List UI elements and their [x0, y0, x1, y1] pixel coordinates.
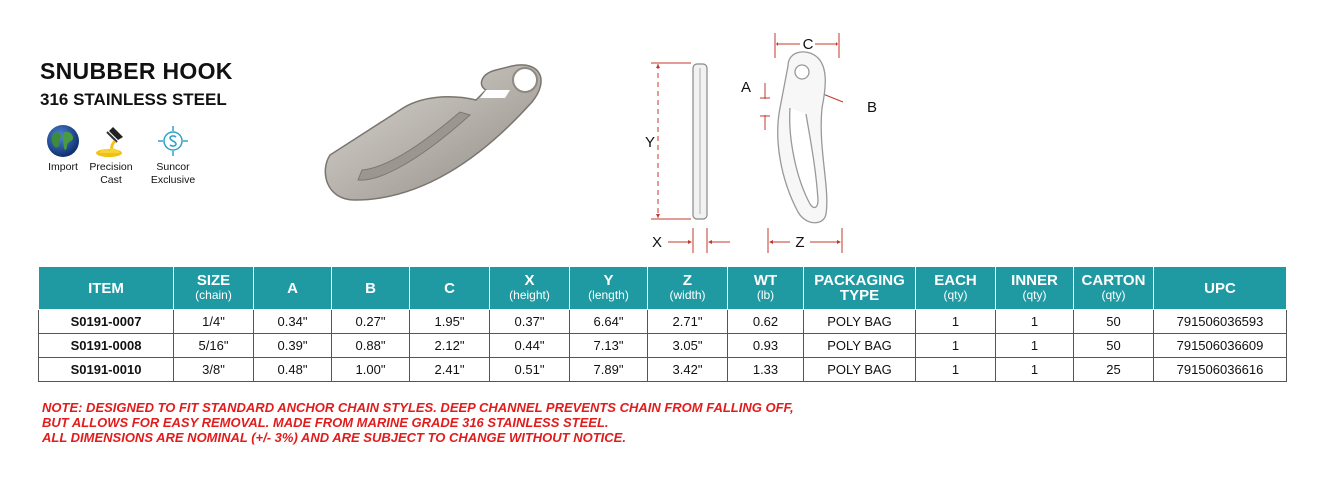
table-cell: 791506036616: [1154, 358, 1287, 382]
table-row: [39, 358, 1287, 382]
table-cell: 50: [1074, 310, 1154, 334]
table-cell: 25: [1074, 358, 1154, 382]
column-header: [174, 267, 254, 310]
column-header-label: UPC: [1204, 279, 1236, 297]
label-z: Z: [795, 234, 805, 251]
table-cell: 1.00": [332, 358, 410, 382]
table-cell: 0.88": [332, 334, 410, 358]
column-header-label: X: [524, 272, 535, 289]
column-header-unit: (qty): [1101, 288, 1126, 302]
column-header-label: ITEM: [88, 279, 124, 297]
precision-cast-icon: [93, 124, 129, 158]
table-cell: 2.12": [410, 334, 490, 358]
table-cell: 1.95": [410, 310, 490, 334]
product-subtitle: 316 STAINLESS STEEL: [40, 90, 227, 109]
column-header: [570, 267, 648, 310]
suncor-logo-icon: [156, 124, 190, 158]
table-cell: 6.64": [570, 310, 648, 334]
column-header-label: A: [287, 279, 298, 297]
table-row: [39, 334, 1287, 358]
column-header-label: INNER: [1011, 272, 1058, 289]
table-cell: 3.42": [648, 358, 728, 382]
table-cell: POLY BAG: [804, 310, 916, 334]
column-header: [332, 267, 410, 310]
table-cell: 3/8": [174, 358, 254, 382]
column-header: [39, 267, 174, 310]
table-cell: 1: [996, 358, 1074, 382]
column-header-unit: (height): [509, 288, 550, 302]
table-cell: POLY BAG: [804, 358, 916, 382]
table-cell: 3.05": [648, 334, 728, 358]
table-cell: 50: [1074, 334, 1154, 358]
table-cell: 791506036609: [1154, 334, 1287, 358]
specifications-table: [38, 266, 1287, 382]
table-cell: POLY BAG: [804, 334, 916, 358]
label-a: A: [740, 79, 752, 96]
column-header-unit: (width): [669, 288, 706, 302]
badge-precision-cast: [82, 124, 140, 187]
table-cell: 1: [916, 358, 996, 382]
column-header: [996, 267, 1074, 310]
column-header: [916, 267, 996, 310]
table-cell: 2.41": [410, 358, 490, 382]
table-cell: 1/4": [174, 310, 254, 334]
column-header-unit: (qty): [1022, 288, 1047, 302]
table-cell: 2.71": [648, 310, 728, 334]
table-row: [39, 310, 1287, 334]
table-cell: 5/16": [174, 334, 254, 358]
label-b: B: [866, 99, 878, 116]
table-cell: 791506036593: [1154, 310, 1287, 334]
note-line: NOTE: DESIGNED TO FIT STANDARD ANCHOR CHAIN STYLES. DEEP CHANNEL PREVENTS CHAIN FROM FALLING OFF,: [42, 400, 794, 415]
label-x: X: [651, 234, 663, 251]
feature-badges: [34, 124, 204, 200]
column-header: [648, 267, 728, 310]
table-cell: 1: [916, 310, 996, 334]
snubber-hook-photo: [300, 60, 590, 210]
table-cell: 7.13": [570, 334, 648, 358]
globe-icon: [46, 124, 80, 158]
column-header: [410, 267, 490, 310]
badge-precision-cast-label: Precision Cast: [89, 161, 133, 186]
column-header: [1074, 267, 1154, 310]
table-cell: 1: [996, 310, 1074, 334]
table-cell: 0.27": [332, 310, 410, 334]
dimension-diagram: [630, 28, 890, 258]
column-header: [804, 267, 916, 310]
column-header: [728, 267, 804, 310]
label-y: Y: [644, 134, 656, 151]
column-header: [254, 267, 332, 310]
table-cell: S0191-0008: [39, 334, 174, 358]
table-cell: 0.48": [254, 358, 332, 382]
table-cell: 1.33: [728, 358, 804, 382]
notes: [42, 400, 1042, 445]
table-cell: S0191-0010: [39, 358, 174, 382]
column-header-label: CARTON: [1081, 272, 1146, 289]
table-cell: 0.93: [728, 334, 804, 358]
note-line: ALL DIMENSIONS ARE NOMINAL (+/- 3%) AND ARE SUBJECT TO CHANGE WITHOUT NOTICE.: [42, 430, 626, 445]
column-header-label: WT: [753, 272, 778, 289]
table-cell: 0.62: [728, 310, 804, 334]
badge-import-label: Import: [48, 161, 78, 173]
table-cell: 0.37": [490, 310, 570, 334]
table-cell: 0.44": [490, 334, 570, 358]
column-header-label: EACH: [934, 272, 977, 289]
table-cell: 0.51": [490, 358, 570, 382]
column-header-label: PACKAGING TYPE: [814, 272, 905, 304]
table-cell: S0191-0007: [39, 310, 174, 334]
table-header-row: [39, 267, 1287, 310]
table-cell: 1: [916, 334, 996, 358]
label-c: C: [802, 36, 814, 53]
table-cell: 0.34": [254, 310, 332, 334]
column-header-label: Y: [603, 272, 614, 289]
table-cell: 7.89": [570, 358, 648, 382]
table-cell: 0.39": [254, 334, 332, 358]
column-header-label: Z: [682, 272, 693, 289]
column-header-label: C: [444, 279, 455, 297]
product-title: SNUBBER HOOK: [40, 58, 233, 84]
badge-suncor-exclusive: [144, 124, 202, 187]
column-header-unit: (chain): [195, 288, 232, 302]
column-header-label: SIZE: [196, 272, 231, 289]
column-header-unit: (lb): [756, 288, 775, 302]
table-cell: 1: [996, 334, 1074, 358]
note-line: BUT ALLOWS FOR EASY REMOVAL. MADE FROM MARINE GRADE 316 STAINLESS STEEL.: [42, 415, 609, 430]
column-header-label: B: [365, 279, 376, 297]
column-header-unit: (length): [588, 288, 629, 302]
badge-suncor-exclusive-label: Suncor Exclusive: [150, 161, 196, 186]
column-header-unit: (qty): [943, 288, 968, 302]
column-header: [490, 267, 570, 310]
column-header: [1154, 267, 1287, 310]
